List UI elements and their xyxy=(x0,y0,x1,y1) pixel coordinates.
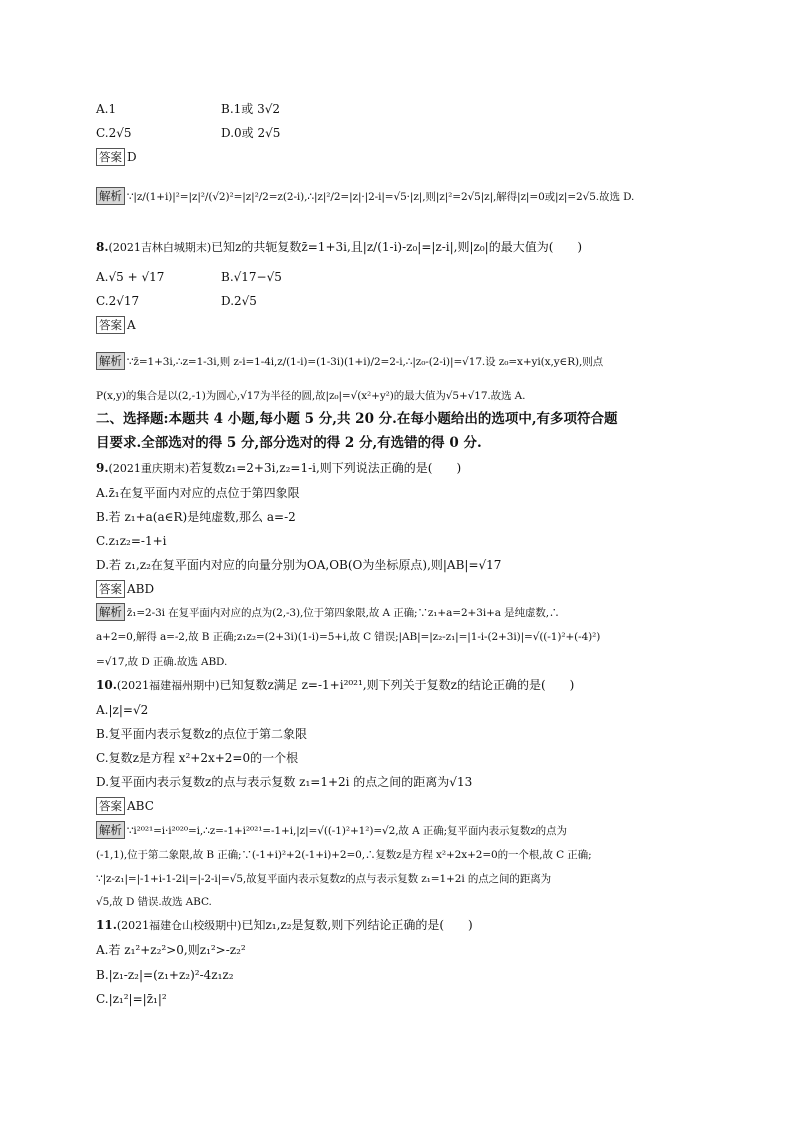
q10-answer-value: ABC xyxy=(127,799,154,813)
q8-analysis-line-1 xyxy=(96,352,603,371)
q11-option-a: A.若 z₁²+z₂²>0,则z₁²>-z₂² xyxy=(96,943,246,957)
section-heading-line-2: 目要求.全部选对的得 5 分,部分选对的得 2 分,有选错的得 0 分. xyxy=(96,435,482,451)
q10-option-a: A.|z|=√2 xyxy=(96,703,149,717)
q10-option-c: C.复数z是方程 x²+2x+2=0的一个根 xyxy=(96,751,299,765)
q11-option-b: B.|z₁-z₂|=(z₁+z₂)²-4z₁z₂ xyxy=(96,968,234,982)
q7-option-a: A.1 xyxy=(96,102,117,116)
q8-source: (2021吉林白城期末) xyxy=(108,241,212,254)
q9-stem-text: 若复数z₁=2+3i,z₂=1-i,则下列说法正确的是( ) xyxy=(189,461,462,475)
q7-option-c: C.2√5 xyxy=(96,126,132,140)
q11-option-c: C.|z₁²|=|z̄₁|² xyxy=(96,992,167,1006)
q10-source: (2021福建福州期中) xyxy=(116,679,220,692)
q8-answer-value: A xyxy=(127,318,136,332)
q7-analysis xyxy=(96,187,634,206)
q10-option-d: D.复平面内表示复数z的点与表示复数 z₁=1+2i 的点之间的距离为√13 xyxy=(96,775,473,789)
q8-option-d: D.2√5 xyxy=(221,294,257,308)
q9-answer xyxy=(96,580,154,598)
answer-tag: 答案 xyxy=(96,580,125,598)
q9-answer-value: ABD xyxy=(127,582,155,596)
q11-stem-text: 已知z₁,z₂是复数,则下列结论正确的是( ) xyxy=(241,918,473,932)
answer-tag: 答案 xyxy=(96,316,125,334)
q9-option-b: B.若 z₁+a(a∈R)是纯虚数,那么 a=-2 xyxy=(96,510,296,524)
answer-tag: 答案 xyxy=(96,797,125,815)
q8-stem xyxy=(96,238,582,257)
q10-analysis-text-1: ∵i²⁰²¹=i·i²⁰²⁰=i,∴z=-1+i²⁰²¹=-1+i,|z|=√((-1)²+1²)=√2,故 A 正确;复平面内表示复数z的点为 xyxy=(126,825,567,837)
q9-analysis-line-3: =√17,故 D 正确.故选 ABD. xyxy=(96,656,228,668)
q8-number: 8. xyxy=(96,240,109,254)
q8-option-c: C.2√17 xyxy=(96,294,140,308)
q10-analysis-line-4: √5,故 D 错误.故选 ABC. xyxy=(96,896,212,908)
q9-analysis-line-2: a+2=0,解得 a=-2,故 B 正确;z₁z₂=(2+3i)(1-i)=5+i,故 C 错误;|AB|=|z₂-z₁|=|1-i-(2+3i)|=√((-1)²+(-4)²) xyxy=(96,631,601,643)
q10-number: 10. xyxy=(96,678,117,692)
q11-number: 11. xyxy=(96,918,117,932)
q9-option-c: C.z₁z₂=-1+i xyxy=(96,534,167,548)
q10-stem xyxy=(96,676,574,695)
q8-option-a: A.√5 + √17 xyxy=(96,270,165,284)
analysis-tag: 解析 xyxy=(96,187,125,205)
q8-analysis-text-1: ∵z̄=1+3i,∴z=1-3i,则 z-i=1-4i,z/(1-i)=(1-3i)(1+i)/2=2-i,∴|z₀-(2-i)|=√17.设 z₀=x+yi(x,y∈R),则点 xyxy=(126,356,604,368)
q7-answer-value: D xyxy=(127,150,137,164)
q10-analysis-line-1 xyxy=(96,821,567,840)
q10-analysis-line-3: ∵|z-z₁|=|-1+i-1-2i|=|-2-i|=√5,故复平面内表示复数z的点与表示复数 z₁=1+2i 的点之间的距离为 xyxy=(96,873,552,885)
q10-stem-text: 已知复数z满足 z=-1+i²⁰²¹,则下列关于复数z的结论正确的是( ) xyxy=(219,678,575,692)
q7-answer xyxy=(96,148,137,166)
q9-source: (2021重庆期末) xyxy=(108,462,190,475)
q10-answer xyxy=(96,797,154,815)
q10-option-b: B.复平面内表示复数z的点位于第二象限 xyxy=(96,727,307,741)
q9-analysis-text-1: z̄₁=2-3i 在复平面内对应的点为(2,-3),位于第四象限,故 A 正确;∵z₁+a=2+3i+a 是纯虚数,∴ xyxy=(126,607,560,619)
q8-analysis-line-2: P(x,y)的集合是以(2,-1)为圆心,√17为半径的圆,故|z₀|=√(x²+y²)的最大值为√5+√17.故选 A. xyxy=(96,390,526,402)
q9-number: 9. xyxy=(96,461,109,475)
q7-option-b: B.1或 3√2 xyxy=(221,102,280,116)
q11-stem xyxy=(96,916,473,935)
q9-option-a: A.z̄₁在复平面内对应的点位于第四象限 xyxy=(96,486,300,500)
q9-option-d: D.若 z₁,z₂在复平面内对应的向量分别为OA,OB(O为坐标原点),则|AB|=√17 xyxy=(96,558,502,572)
section-heading-line-1: 二、选择题:本题共 4 小题,每小题 5 分,共 20 分.在每小题给出的选项中,有多项符合题 xyxy=(96,411,618,427)
answer-tag: 答案 xyxy=(96,148,125,166)
q7-option-d: D.0或 2√5 xyxy=(221,126,281,140)
q8-option-b: B.√17−√5 xyxy=(221,270,282,284)
q8-answer xyxy=(96,316,136,334)
analysis-tag: 解析 xyxy=(96,352,125,370)
q8-stem-text: 已知z的共轭复数z̄=1+3i,且|z/(1-i)-z₀|=|z-i|,则|z₀|的最大值为( ) xyxy=(211,240,583,254)
q9-analysis-line-1 xyxy=(96,603,559,622)
q10-analysis-line-2: (-1,1),位于第二象限,故 B 正确;∵(-1+i)²+2(-1+i)+2=0,∴复数z是方程 x²+2x+2=0的一个根,故 C 正确; xyxy=(96,849,592,861)
q11-source: (2021福建仓山校级期中) xyxy=(116,919,242,932)
analysis-tag: 解析 xyxy=(96,603,125,621)
analysis-tag: 解析 xyxy=(96,821,125,839)
q7-analysis-text: ∵|z/(1+i)|²=|z|²/(√2)²=|z|²/2=z(2-i),∴|z|²/2=|z|·|2-i|=√5·|z|,则|z|²=2√5|z|,解得|z|=0或|z|=2√5.故选 D. xyxy=(126,191,635,203)
q9-stem xyxy=(96,459,461,478)
